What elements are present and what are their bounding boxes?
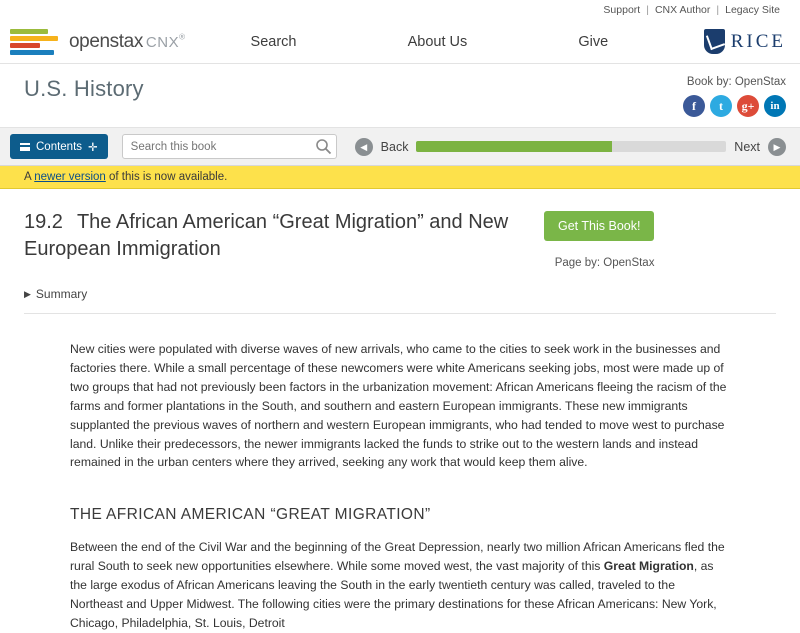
great-migration-term: Great Migration — [603, 559, 694, 574]
facebook-icon[interactable]: f — [683, 95, 705, 117]
nav-item-about-us[interactable]: About Us — [407, 33, 468, 50]
search-container — [122, 134, 337, 159]
google-plus-icon[interactable]: g+ — [737, 95, 759, 117]
book-author-label: Book by: OpenStax — [686, 76, 786, 88]
next-button-label[interactable]: Next — [734, 139, 760, 154]
utility-bar — [0, 0, 800, 20]
chevron-right-icon: ▶ — [24, 289, 31, 299]
rice-wordmark: RICE — [730, 30, 786, 52]
nav-item-give[interactable]: Give — [578, 33, 609, 50]
page-content — [0, 189, 800, 633]
utility-separator-2: | — [716, 4, 720, 16]
alert-prefix: A — [24, 171, 35, 183]
brand-suffix: CNX — [145, 33, 180, 51]
book-title: U.S. History — [24, 76, 144, 101]
summary-label: Summary — [35, 287, 88, 301]
back-arrow-icon[interactable]: ◀ — [355, 138, 373, 156]
search-icon[interactable] — [315, 138, 332, 155]
alert-suffix: of this is now available. — [105, 171, 228, 183]
twitter-icon[interactable]: t — [710, 95, 732, 117]
progress-bar-fill — [416, 141, 611, 152]
list-icon — [20, 143, 30, 151]
rice-university-link[interactable] — [704, 29, 786, 54]
nav-links — [195, 34, 704, 50]
page-author-label: Page by: OpenStax — [554, 257, 655, 269]
page-title-row — [24, 209, 776, 269]
cnx-author-link[interactable]: CNX Author — [654, 4, 711, 16]
book-toolbar — [0, 128, 800, 166]
summary-disclosure[interactable] — [24, 287, 776, 314]
plus-icon: ✛ — [88, 141, 98, 154]
page-progress-zone — [355, 138, 786, 156]
newer-version-alert — [0, 166, 800, 189]
section-paragraph-part2: , as the large exodus of African Americans leaving the South in the early twentieth century was called, traveled to the Northeast and Upper Midwest. The following cities were the primary destinations for these African Americans: New York, Chicago, Philadelphia, St. Louis, Detroit — [70, 559, 717, 630]
brand-home-link[interactable] — [10, 27, 195, 57]
section-paragraph-part1: Between the end of the Civil War and the beginning of the Great Depression, nearly two million African Americans fled the rural South to seek new opportunities elsewhere. While some moved west, the vast majority of this — [70, 540, 725, 574]
contents-button-label: Contents — [36, 140, 83, 153]
brand-wordmark — [69, 31, 185, 53]
contents-button[interactable] — [10, 134, 108, 159]
linkedin-icon[interactable]: in — [764, 95, 786, 117]
next-arrow-icon[interactable]: ▶ — [768, 138, 786, 156]
search-input[interactable] — [122, 134, 337, 159]
progress-bar — [416, 141, 726, 152]
get-this-book-button[interactable]: Get This Book! — [544, 211, 654, 241]
brand-name: openstax — [69, 30, 143, 52]
page-title — [24, 209, 544, 263]
main-navigation — [0, 20, 800, 64]
page-actions — [544, 209, 654, 269]
social-share-group — [683, 95, 786, 117]
support-link[interactable]: Support — [603, 4, 641, 16]
brand-trademark: ® — [179, 32, 185, 42]
book-header — [0, 64, 800, 128]
back-button-label[interactable]: Back — [380, 139, 409, 154]
openstax-bars-logo-icon — [10, 27, 62, 57]
book-meta — [683, 76, 786, 117]
newer-version-link[interactable]: newer version — [34, 171, 106, 183]
rice-shield-icon — [704, 29, 725, 54]
section-paragraph — [70, 538, 730, 633]
chapter-title-text: The African American “Great Migration” and New European Immigration — [24, 211, 509, 260]
legacy-site-link[interactable]: Legacy Site — [725, 4, 780, 16]
nav-item-search[interactable]: Search — [250, 33, 297, 50]
chapter-number: 19.2 — [24, 211, 63, 233]
utility-separator-1: | — [646, 4, 649, 16]
intro-paragraph: New cities were populated with diverse waves of new arrivals, who came to the cities to seek work in the businesses and factories there. While a small percentage of these newcomers were white Americans seeking jobs, most were made up of two groups that had not previously been factors in the urbanization movement: African Americans fleeing the racism of the farms and former plantations in the South, and southern and eastern European immigrants. These new immigrants supplanted the previous waves of northern and western European immigrants, who had tended to move west to purchase land. Unlike their predecessors, the newer immigrants lacked the funds to strike out to the western lands and instead remained in the urban centers where they arrived, seeking any work that would keep them alive. — [70, 342, 727, 470]
section-heading: THE AFRICAN AMERICAN “GREAT MIGRATION” — [70, 506, 431, 524]
